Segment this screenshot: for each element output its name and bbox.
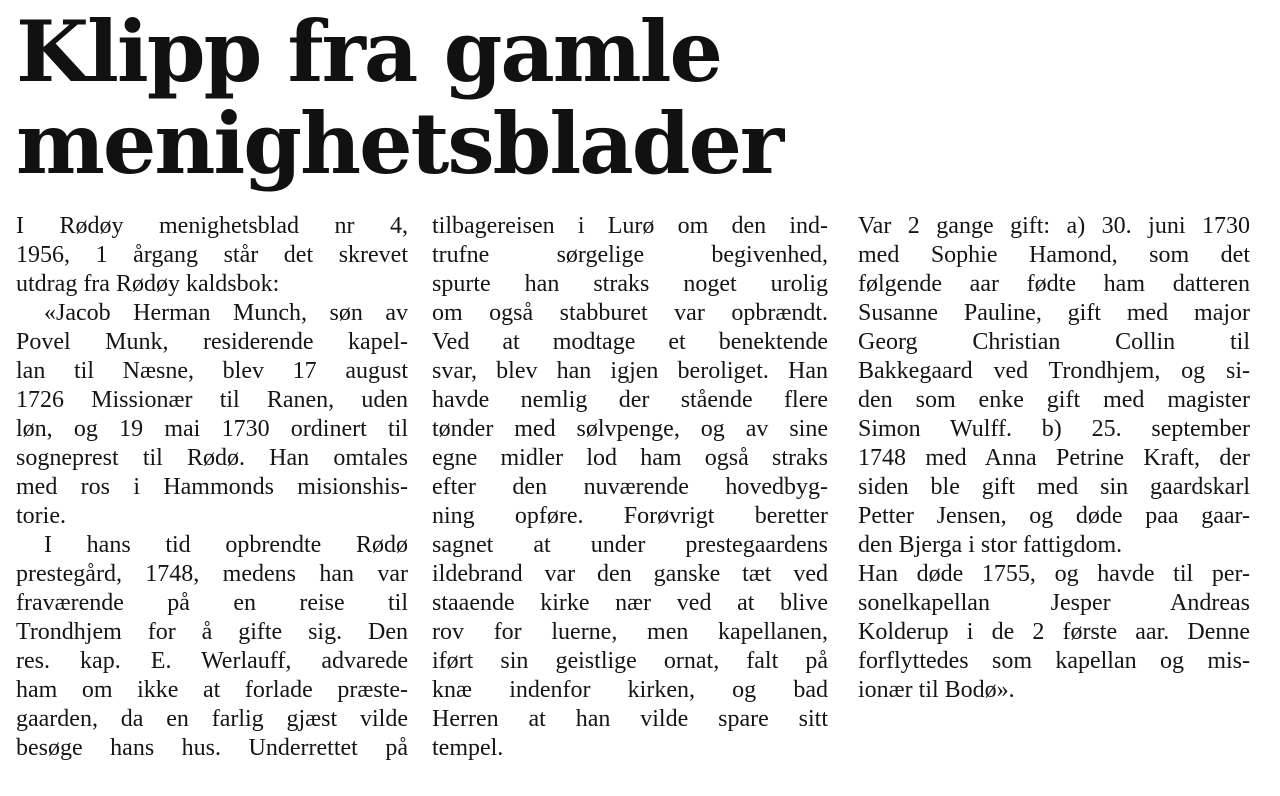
article-text-line: Han døde 1755, og havde til per- bbox=[858, 561, 1250, 587]
article-text-line: utdrag fra Rødøy kaldsbok: bbox=[16, 271, 280, 297]
article-text-line: ning opføre. Forøvrigt beretter bbox=[432, 503, 828, 529]
article-text-line: forflyttedes som kapellan og mis- bbox=[858, 648, 1250, 674]
article-text-line: fraværende på en reise til bbox=[16, 590, 408, 616]
article-text-line: «Jacob Herman Munch, søn av bbox=[44, 300, 408, 326]
article-text-line: tilbagereisen i Lurø om den ind- bbox=[432, 213, 828, 239]
article-text-line: egne midler lod ham også straks bbox=[432, 445, 828, 471]
article-text-line: med Sophie Hamond, som det bbox=[858, 242, 1250, 268]
article-text-line: res. kap. E. Werlauff, advarede bbox=[16, 648, 408, 674]
article-text-line: den Bjerga i stor fattigdom. bbox=[858, 532, 1123, 558]
article-text-line: iført sin geistlige ornat, falt på bbox=[432, 648, 828, 674]
article-text-line: ildebrand var den ganske tæt ved bbox=[432, 561, 828, 587]
article-text-line: løn, og 19 mai 1730 ordinert til bbox=[16, 416, 408, 442]
article-text-line: Povel Munk, residerende kapel- bbox=[16, 329, 408, 355]
article-text-line: om også stabburet var opbrændt. bbox=[432, 300, 828, 326]
article-column-1 bbox=[16, 212, 408, 763]
article-column-3 bbox=[858, 212, 1250, 705]
article-text-line: staaende kirke nær ved at blive bbox=[432, 590, 828, 616]
article-text-line: Kolderup i de 2 første aar. Denne bbox=[858, 619, 1250, 645]
article-text-line: Georg Christian Collin til bbox=[858, 329, 1250, 355]
article-text-line: tempel. bbox=[432, 735, 504, 761]
article-text-line: prestegård, 1748, medens han var bbox=[16, 561, 408, 587]
article-text-line: I Rødøy menighetsblad nr 4, bbox=[16, 213, 408, 239]
article-text-line: knæ indenfor kirken, og bad bbox=[432, 677, 828, 703]
headline-line-2: menighetsblader bbox=[16, 94, 783, 193]
article-text-line: I hans tid opbrendte Rødø bbox=[44, 532, 408, 558]
headline bbox=[16, 2, 916, 193]
article-text-line: Trondhjem for å gifte sig. Den bbox=[16, 619, 408, 645]
article-text-line: Var 2 gange gift: a) 30. juni 1730 bbox=[858, 213, 1250, 239]
article-text-line: ionær til Bodø». bbox=[858, 677, 1015, 703]
article-text-line: Herren at han vilde spare sitt bbox=[432, 706, 828, 732]
article-text-line: trufne sørgelige begivenhed, bbox=[432, 242, 828, 268]
article-text-line: siden ble gift med sin gaardskarl bbox=[858, 474, 1250, 500]
article-text-line: tønder med sølvpenge, og av sine bbox=[432, 416, 828, 442]
article-text-line: Ved at modtage et benektende bbox=[432, 329, 828, 355]
article-text-line: torie. bbox=[16, 503, 66, 529]
article-text-line: 1726 Missionær til Ranen, uden bbox=[16, 387, 408, 413]
article-text-line: sonelkapellan Jesper Andreas bbox=[858, 590, 1250, 616]
headline-line-1: Klipp fra gamle bbox=[16, 2, 721, 101]
article-text-line: spurte han straks noget urolig bbox=[432, 271, 828, 297]
article-text-line: svar, blev han igjen beroliget. Han bbox=[432, 358, 828, 384]
article-text-line: den som enke gift med magister bbox=[858, 387, 1250, 413]
article-text-line: Petter Jensen, og døde paa gaar- bbox=[858, 503, 1250, 529]
article-text-line: ham om ikke at forlade præste- bbox=[16, 677, 408, 703]
article-text-line: Simon Wulff. b) 25. september bbox=[858, 416, 1250, 442]
article-text-line: sagnet at under prestegaardens bbox=[432, 532, 828, 558]
article-text-line: 1748 med Anna Petrine Kraft, der bbox=[858, 445, 1250, 471]
article-text-line: havde nemlig der stående flere bbox=[432, 387, 828, 413]
article-text-line: lan til Næsne, blev 17 august bbox=[16, 358, 408, 384]
article-text-line: med ros i Hammonds misionshis- bbox=[16, 474, 408, 500]
article-text-line: følgende aar fødte ham datteren bbox=[858, 271, 1250, 297]
article-text-line: gaarden, da en farlig gjæst vilde bbox=[16, 706, 408, 732]
article-text-line: efter den nuværende hovedbyg- bbox=[432, 474, 828, 500]
article-column-2 bbox=[432, 212, 828, 763]
article-text-line: 1956, 1 årgang står det skrevet bbox=[16, 242, 408, 268]
article-text-line: sogneprest til Rødø. Han omtales bbox=[16, 445, 408, 471]
article-text-line: besøge hans hus. Underrettet på bbox=[16, 735, 408, 761]
article-text-line: Susanne Pauline, gift med major bbox=[858, 300, 1250, 326]
article-text-line: rov for luerne, men kapellanen, bbox=[432, 619, 828, 645]
article-text-line: Bakkegaard ved Trondhjem, og si- bbox=[858, 358, 1250, 384]
